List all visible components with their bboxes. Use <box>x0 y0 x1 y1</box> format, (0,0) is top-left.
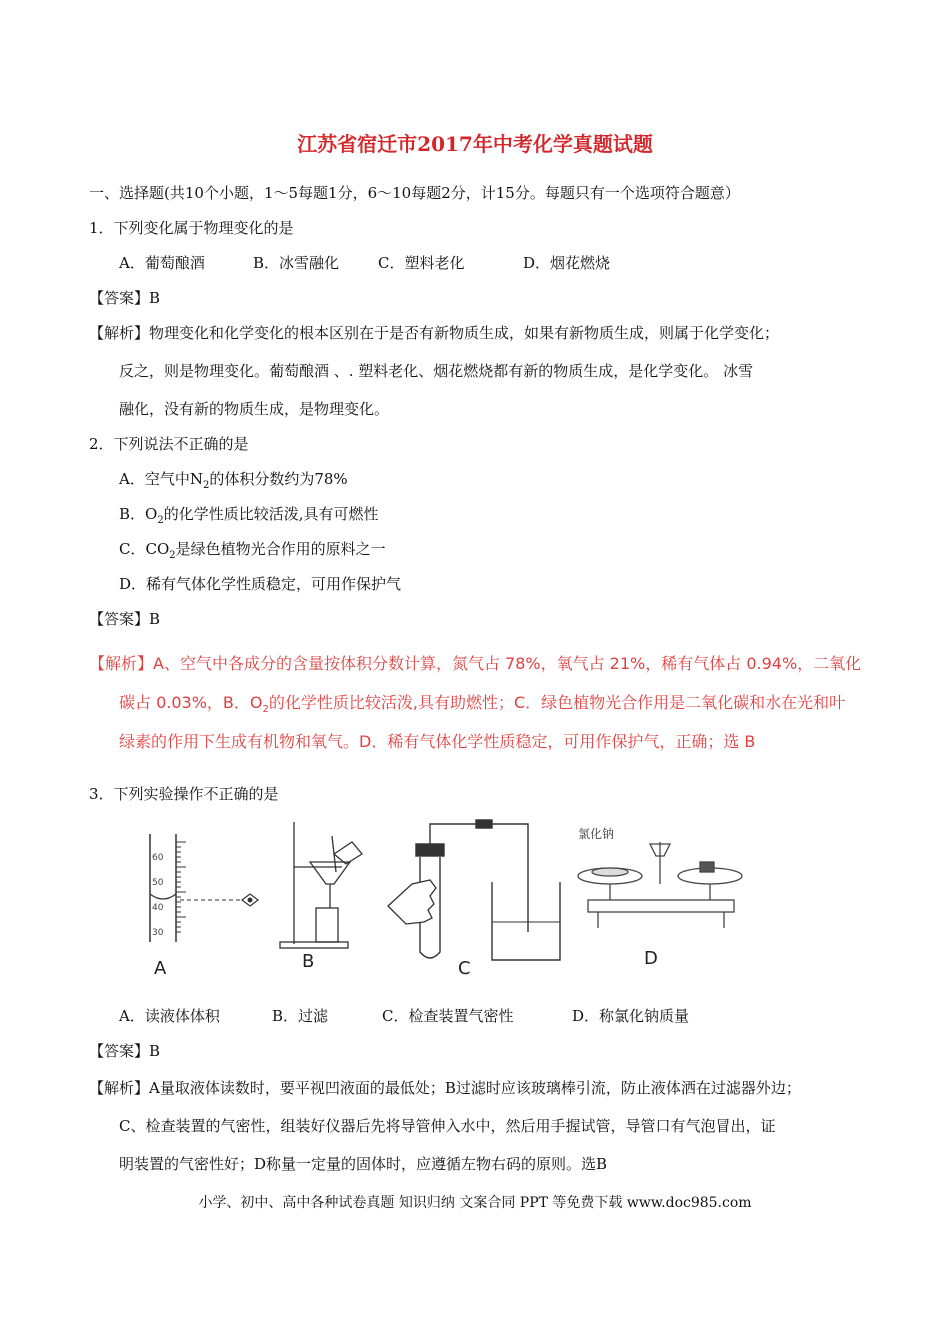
q2-b-sub: 2 <box>157 515 164 526</box>
q3-lab-figure <box>130 812 770 982</box>
q1-option-c: C．塑料老化 <box>378 254 465 272</box>
q3-analysis-line3: 明装置的气密性好；D称量一定量的固体时，应遵循左物右码的原则。选B <box>119 1155 608 1173</box>
meniscus <box>150 894 176 899</box>
panel-label-c: C <box>458 958 471 979</box>
q3-option-a: A．读液体体积 <box>119 1007 220 1025</box>
q2-stem: 2．下列说法不正确的是 <box>89 435 249 453</box>
q3-option-c: C．检查装置气密性 <box>382 1007 514 1025</box>
q2-b-text1: B．O <box>119 505 158 523</box>
q3-analysis-line1: 【解析】A量取液体读数时，要平视凹液面的最低处；B过滤时应该玻璃棒引流，防止液体洒在过滤器外边； <box>89 1079 801 1097</box>
q2-an2-text2: 的化学性质比较活泼,具有助燃性；C．绿色植物光合作用是二氧化碳和水在光和叶 <box>268 693 846 712</box>
q2-an2-text1: 碳占 0.03%，B．O <box>119 693 263 712</box>
q2-analysis-line3: 绿素的作用下生成有机物和氧气。D．稀有气体化学性质稳定，可用作保护气，正确；选 B <box>119 732 756 751</box>
tick-60: 60 <box>152 853 164 863</box>
hand-icon <box>388 880 436 924</box>
section-header: 一、选择题(共10个小题，1～5每题1分，6～10每题2分，计15分。每题只有一个选项符合题意） <box>89 184 740 202</box>
q1-analysis-line3: 融化，没有新的物质生成，是物理变化。 <box>119 400 390 418</box>
q1-stem: 1．下列变化属于物理变化的是 <box>89 219 294 237</box>
balance-setup <box>578 842 742 928</box>
q2-a-text1: A．空气中N <box>119 470 203 488</box>
airtight-check-setup <box>416 820 560 960</box>
q2-b-text2: 的化学性质比较活泼,具有可燃性 <box>163 505 379 523</box>
q2-an2-sub: 2 <box>262 704 269 716</box>
filtration-setup <box>280 822 362 948</box>
panel-label-d: D <box>644 948 658 969</box>
q2-option-d: D．稀有气体化学性质稳定，可用作保护气 <box>119 575 402 593</box>
q1-analysis-line2: 反之，则是物理变化。葡萄酿酒 、. 塑料老化、烟花燃烧都有新的物质生成，是化学变化。 冰雪 <box>119 362 754 380</box>
q1-option-a: A．葡萄酿酒 <box>119 254 205 272</box>
q2-answer: 【答案】B <box>89 610 161 628</box>
q3-stem: 3．下列实验操作不正确的是 <box>89 785 279 803</box>
q3-option-b: B．过滤 <box>272 1007 329 1025</box>
q1-answer: 【答案】B <box>89 289 161 307</box>
q3-option-d: D．称氯化钠质量 <box>572 1007 690 1025</box>
salt-label: 氯化钠 <box>578 827 615 841</box>
exam-title: 江苏省宿迁市2017年中考化学真题试题 <box>297 132 653 156</box>
eye-icon <box>242 894 258 906</box>
panel-label-b: B <box>302 951 315 972</box>
page-footer: 小学、初中、高中各种试卷真题 知识归纳 文案合同 PPT 等免费下载 www.doc985.com <box>198 1195 752 1211</box>
q2-c-text1: C．CO <box>119 540 170 558</box>
graduated-cylinder <box>150 834 176 942</box>
q2-a-text2: 的体积分数约为78% <box>209 470 348 488</box>
cylinder-scale <box>176 842 186 932</box>
tick-40: 40 <box>152 903 164 913</box>
tick-50: 50 <box>152 878 164 888</box>
q2-option-a <box>119 468 348 491</box>
q1-option-b: B．冰雪融化 <box>253 254 340 272</box>
q2-c-text2: 是绿色植物光合作用的原料之一 <box>175 540 386 558</box>
q1-analysis-line1: 【解析】物理变化和化学变化的根本区别在于是否有新物质生成，如果有新物质生成，则属于化学变化； <box>89 324 780 342</box>
panel-label-a: A <box>154 958 167 979</box>
tick-30: 30 <box>152 928 164 938</box>
q2-option-c <box>119 538 386 561</box>
q2-analysis-line2 <box>119 690 845 715</box>
q2-analysis-line1: 【解析】A、空气中各成分的含量按体积分数计算，氮气占 78%，氧气占 21%，稀有气体占 0.94%，二氧化 <box>89 654 862 673</box>
q1-option-d: D．烟花燃烧 <box>523 254 611 272</box>
q2-option-b <box>119 503 378 526</box>
q2-a-sub: 2 <box>202 480 210 491</box>
q2-c-sub: 2 <box>169 550 176 561</box>
q3-analysis-line2: C、检查装置的气密性，组装好仪器后先将导管伸入水中，然后用手握试管，导管口有气泡冒出，证 <box>119 1117 776 1135</box>
q3-answer: 【答案】B <box>89 1042 161 1060</box>
